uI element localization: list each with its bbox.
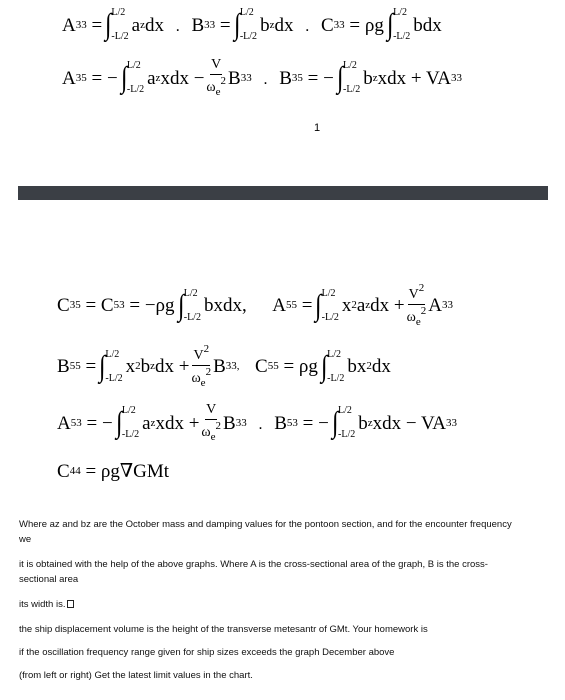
lower-limit: -L/2: [239, 31, 258, 42]
integral-sign: ∫ L/2 -L/2: [105, 7, 129, 42]
symbol: B: [279, 67, 292, 89]
paragraph-6: (from left or right) Get the latest limit values in the chart.: [19, 670, 253, 681]
symbol: C: [100, 295, 114, 317]
integrand: a: [142, 412, 151, 434]
equation-row-3: [57, 283, 453, 328]
upper-limit: L/2: [393, 7, 407, 18]
subscript: z: [150, 416, 156, 429]
upper-limit: L/2: [121, 405, 136, 417]
paragraph-3: [19, 597, 519, 612]
differential: dx: [144, 14, 164, 36]
differential: xdx + VA: [377, 67, 452, 89]
numerator: $V^2$: [192, 344, 210, 366]
integral-sign: ∫ L/2 -L/2: [315, 287, 339, 323]
subscript: 55: [285, 299, 297, 312]
symbol: B: [57, 356, 70, 378]
integral-sign: ∫ L/2 -L/2: [177, 287, 201, 323]
paragraph-2: it is obtained with the help of the above graphs. Where A is the cross-sectional area of the graph, B is the cross-sectional area: [19, 559, 488, 585]
differential: xdx: [160, 67, 189, 89]
subscript: z: [372, 71, 378, 84]
numerator: V: [210, 58, 222, 75]
lower-limit: -L/2: [343, 84, 361, 96]
symbol: C: [255, 356, 268, 378]
differential: dx +: [154, 356, 190, 378]
subscript: 33: [75, 18, 87, 31]
subscript: 53: [286, 416, 298, 429]
coefficient: ρg: [298, 356, 318, 378]
symbol: A: [272, 295, 286, 317]
integral-sign: ∫ L/2 -L/2: [336, 60, 361, 96]
integral-sign: ∫ L/2 -L/2: [233, 7, 258, 42]
differential: dx +: [370, 295, 405, 317]
subscript: 35: [69, 299, 81, 312]
subscript: 33: [235, 416, 247, 429]
subscript: 33: [240, 71, 252, 84]
equation-row-1: [62, 7, 442, 42]
coefficient: −ρg: [144, 295, 175, 317]
differential: xdx − VA: [372, 412, 447, 434]
integral-sign: ∫ L/2 -L/2: [386, 7, 411, 42]
sign: −: [106, 67, 118, 89]
separator-dot: .: [305, 17, 310, 35]
denominator: $\omega_e^2$: [406, 304, 427, 328]
superscript: 2: [366, 360, 372, 373]
integral-sign: ∫ L/2 -L/2: [98, 348, 123, 384]
symbol: B: [191, 14, 205, 36]
lower-limit: -L/2: [327, 372, 345, 384]
lower-limit: -L/2: [111, 31, 129, 42]
integrand: x: [125, 356, 136, 378]
symbol: B: [223, 412, 236, 434]
operator: −: [193, 67, 205, 89]
equation-row-2: [62, 58, 462, 98]
integrand: a: [147, 67, 156, 89]
upper-limit: L/2: [321, 287, 336, 299]
symbol: B: [274, 412, 287, 434]
expression: = ρg∇GMt: [85, 461, 170, 482]
fraction: [407, 283, 427, 328]
upper-limit: L/2: [111, 7, 126, 18]
subscript: z: [367, 416, 373, 429]
paragraph-1: Where az and bz are the October mass and damping values for the pontoon section, and for the encounter frequency we: [19, 519, 512, 545]
symbol: C: [57, 295, 70, 317]
subscript: z: [269, 18, 275, 31]
subscript: 55: [69, 360, 81, 373]
lower-limit: -L/2: [126, 84, 145, 96]
symbol: A: [428, 295, 442, 317]
coefficient: ρg: [364, 14, 384, 36]
separator-dot: .: [175, 17, 180, 35]
upper-limit: L/2: [343, 60, 357, 72]
equation-c44: [57, 462, 169, 481]
differential: dx: [274, 14, 294, 36]
subscript: z: [365, 299, 371, 312]
symbol: C: [57, 461, 70, 482]
fraction: [206, 58, 226, 98]
integral-sign: ∫ L/2 -L/2: [331, 405, 356, 441]
lower-limit: -L/2: [393, 31, 411, 42]
subscript: 53: [70, 416, 82, 429]
lower-limit: -L/2: [121, 429, 140, 441]
integrand: a: [356, 295, 366, 317]
sign: −: [101, 412, 113, 434]
equation-row-6: [57, 462, 169, 481]
upper-limit: L/2: [126, 60, 141, 72]
page-number: 1: [314, 122, 321, 134]
equation-a33: A 33 = ∫ L/2 -L/2 a z dx: [62, 7, 164, 42]
subscript: z: [140, 18, 145, 31]
numerator: V: [205, 403, 217, 420]
integrand: bdx: [413, 14, 442, 36]
equation-c33: C 33 = ρg ∫ L/2 -L/2 bdx: [320, 7, 442, 42]
equation-a53: A 53 = − ∫ L/2 -L/2 a z xdx + $\frac{V}{\omega_e^2}$ B 33: [57, 402, 247, 443]
integrand: bxdx,: [203, 295, 247, 317]
subscript: 33: [451, 71, 463, 84]
equation-c35: C 35 = C 53 = −ρg ∫ L/2 -L/2 bxdx,: [57, 287, 247, 323]
symbol: A: [62, 14, 76, 36]
upper-limit: L/2: [327, 348, 341, 360]
paragraph-4: the ship displacement volume is the height of the transverse metesantr of GMt. Your homework is: [19, 624, 428, 635]
denominator: $\omega_e^2$: [191, 365, 212, 389]
superscript: 2: [351, 299, 357, 312]
equation-row-5: [57, 403, 457, 443]
subscript: 33: [446, 416, 458, 429]
paragraph-3-text: its width is.: [19, 599, 66, 610]
upper-limit: L/2: [239, 7, 254, 18]
fraction: [191, 344, 211, 389]
equation-b55: B 55 = ∫ L/2 -L/2 x 2 b z dx + $\frac{V^2}{\omega_e^2}$ B 33,: [57, 343, 240, 389]
paragraph-5: if the oscillation frequency range given for ship sizes exceeds the graph December above: [19, 647, 395, 658]
subscript: 33,: [225, 360, 240, 373]
integrand: b: [140, 356, 151, 378]
upper-limit: L/2: [338, 405, 352, 417]
differential: xdx +: [155, 412, 200, 434]
subscript: 53: [113, 299, 125, 312]
numerator: $V^2$: [408, 283, 426, 305]
equation-a35: A 35 = − ∫ L/2 -L/2 a z xdx − $\frac{V}{\omega_e^2}$ B 33: [62, 57, 252, 98]
lower-limit: -L/2: [338, 429, 356, 441]
symbol: A: [62, 67, 76, 89]
equation-b53: B 53 = − ∫ L/2 -L/2 b z xdx − VA 33: [274, 405, 458, 441]
page-divider: [18, 186, 548, 200]
equation-a55: A 55 = ∫ L/2 -L/2 x 2 a z dx + $\frac{V^2}{\omega_e^2}$ A 33: [272, 282, 453, 328]
differential: dx: [371, 356, 391, 378]
subscript: 33: [441, 299, 453, 312]
equation-c55: C 55 = ρg ∫ L/2 -L/2 bx 2 dx: [255, 348, 391, 384]
separator-dot: .: [258, 415, 263, 433]
subscript: z: [150, 360, 155, 373]
subscript: 35: [291, 71, 303, 84]
integral-sign: ∫ L/2 -L/2: [115, 405, 140, 441]
symbol: A: [57, 412, 71, 434]
fraction: [201, 403, 221, 443]
integral-sign: ∫ L/2 -L/2: [320, 348, 345, 384]
sign: −: [318, 412, 329, 434]
integrand: x: [341, 295, 352, 317]
integrand: b: [363, 67, 373, 89]
equation-b35: B 35 = − ∫ L/2 -L/2 b z xdx + VA 33: [279, 60, 463, 96]
integral-sign: ∫ L/2 -L/2: [120, 60, 145, 96]
sign: −: [323, 67, 334, 89]
lower-limit: -L/2: [183, 311, 201, 323]
integrand: bx: [347, 356, 367, 378]
upper-limit: L/2: [183, 287, 198, 299]
symbol: B: [213, 356, 226, 378]
symbol: C: [320, 14, 334, 36]
lower-limit: -L/2: [105, 372, 123, 384]
symbol: B: [228, 67, 241, 89]
subscript: 33: [204, 18, 216, 31]
equation-b33: B 33 = ∫ L/2 -L/2 b z dx: [191, 7, 294, 42]
subscript: 35: [75, 71, 87, 84]
subscript: 33: [333, 18, 345, 31]
missing-glyph-icon: [67, 600, 74, 608]
equation-row-4: [57, 344, 391, 389]
denominator: $\omega_e^2$: [201, 419, 222, 443]
integrand: b: [358, 412, 368, 434]
subscript: 55: [267, 360, 279, 373]
superscript: 2: [135, 360, 141, 373]
lower-limit: -L/2: [321, 311, 339, 323]
upper-limit: L/2: [105, 348, 120, 360]
separator-dot: .: [263, 70, 268, 88]
subscript: 44: [69, 465, 81, 477]
subscript: z: [155, 71, 161, 84]
denominator: $\omega_e^2$: [206, 74, 227, 98]
integrand: b: [260, 14, 270, 36]
integrand: a: [131, 14, 141, 36]
